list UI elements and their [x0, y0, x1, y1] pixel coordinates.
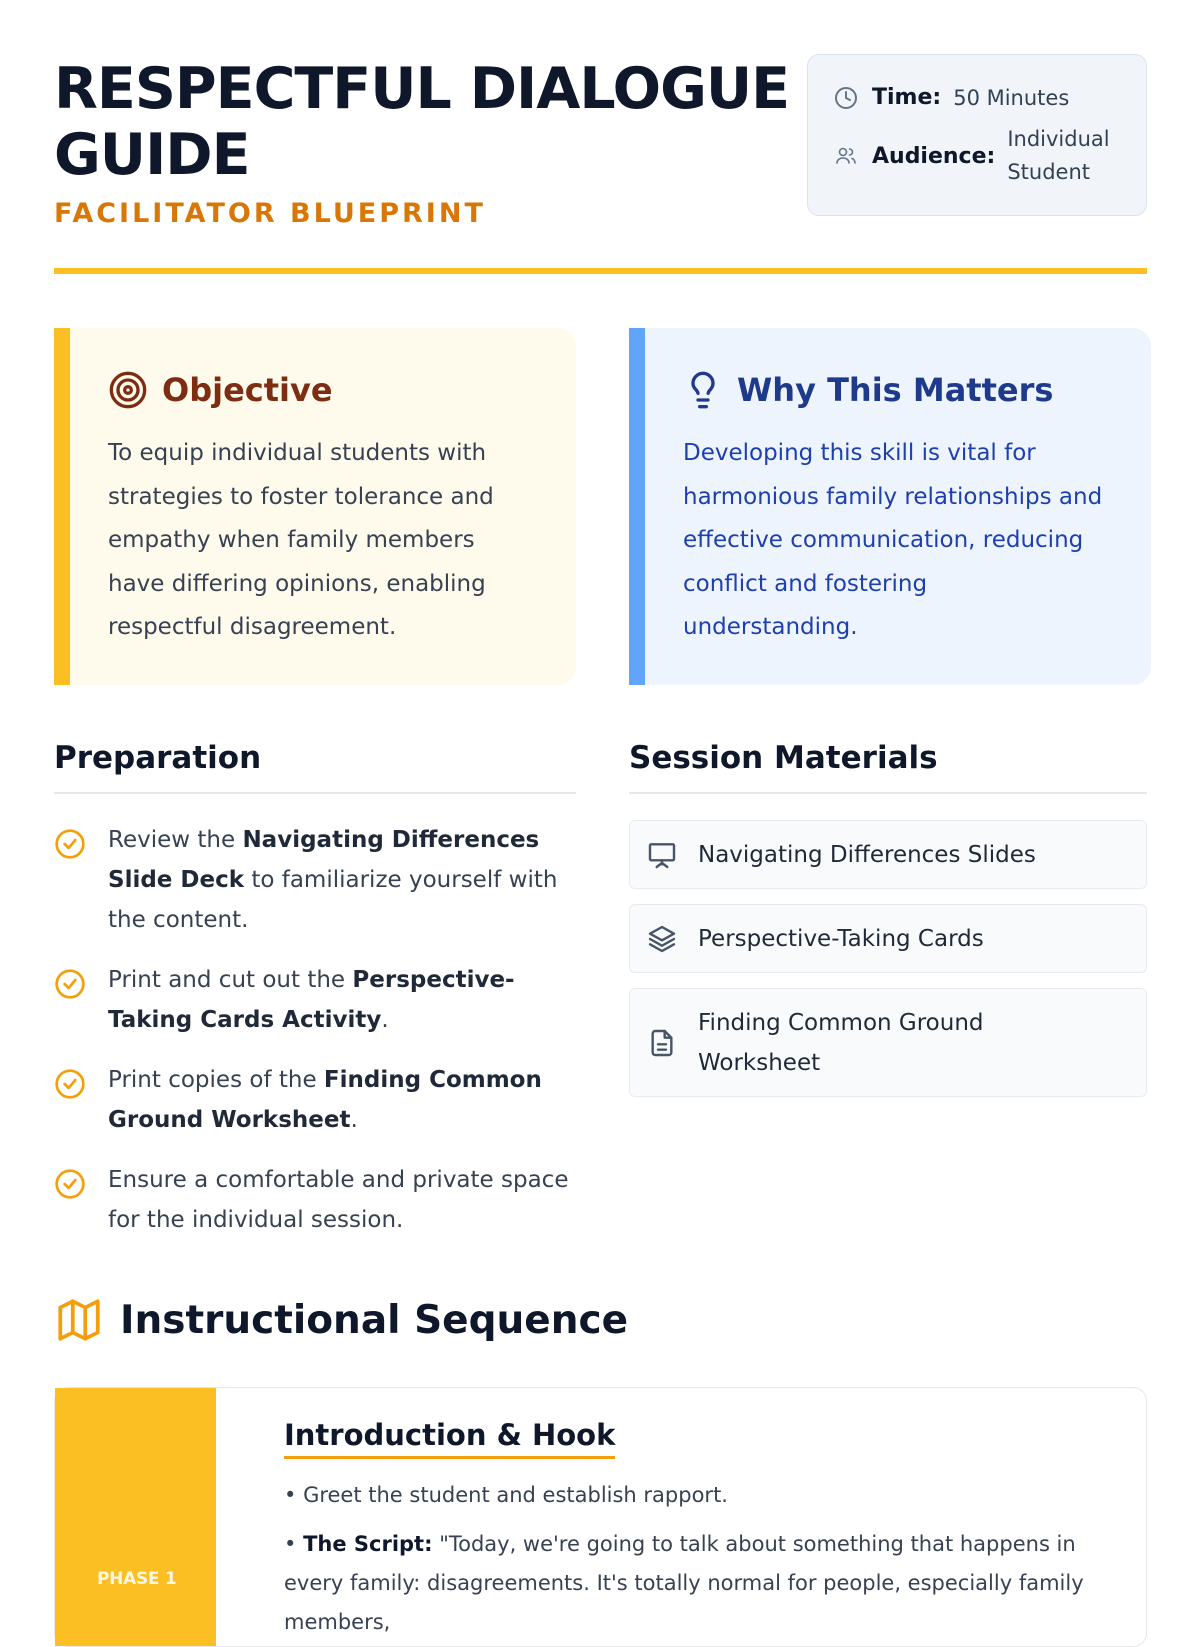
why-title: Why This Matters — [737, 371, 1054, 409]
prep-text: Print copies of the — [108, 1067, 324, 1093]
page-title: RESPECTFUL DIALOGUE GUIDE — [54, 56, 790, 188]
time-value: 50 Minutes — [953, 85, 1070, 110]
time-label: Time: — [872, 85, 942, 110]
material-label: Navigating Differences Slides — [698, 841, 1036, 868]
why-header — [683, 370, 1053, 410]
list-item — [54, 1060, 576, 1140]
clock-icon — [834, 86, 858, 110]
target-icon — [108, 370, 148, 410]
list-item — [54, 820, 576, 940]
session-info-box — [807, 54, 1147, 216]
objective-header — [108, 370, 333, 410]
material-item-slides[interactable] — [629, 820, 1147, 889]
prep-text: Review the — [108, 827, 243, 853]
phase-sidebar — [55, 1388, 216, 1646]
objective-title: Objective — [162, 371, 333, 409]
preparation-rule — [54, 792, 576, 794]
prep-bold: Finding Common Ground Worksheet — [108, 1067, 542, 1133]
lightbulb-icon — [683, 370, 723, 410]
why-text: Developing this skill is vital for harmonious family relationships and effective communication, reducing conflict and fostering understanding. — [683, 440, 1103, 640]
phase-number: PHASE 1 — [97, 1569, 177, 1589]
audience-value: Individual Student — [1007, 127, 1110, 184]
why-matters-card — [629, 328, 1151, 685]
prep-text: to familiarize yourself with the content. — [108, 867, 558, 933]
page — [54, 0, 1147, 1634]
materials-heading: Session Materials — [629, 740, 938, 776]
objective-text: To equip individual students with strategies to foster tolerance and empathy when family members have differing opinions, enabling respectful disagreement. — [108, 440, 494, 640]
script-label: The Script: — [303, 1532, 433, 1556]
check-circle-icon — [54, 1068, 86, 1100]
check-circle-icon — [54, 828, 86, 860]
material-item-worksheet[interactable] — [629, 988, 1147, 1097]
presentation-icon — [646, 839, 678, 871]
phase-bullet-text: Greet the student and establish rapport. — [303, 1483, 728, 1507]
check-circle-icon — [54, 1168, 86, 1200]
time-row — [834, 85, 1069, 110]
audience-label: Audience: — [872, 143, 996, 169]
prep-text: . — [381, 1007, 389, 1033]
material-label: Finding Common Ground Worksheet — [698, 1009, 984, 1076]
header — [54, 52, 1147, 270]
layers-icon — [646, 923, 678, 955]
phase-bullet-text: "Today, we're going to talk about something that happens in every family: disagreements. It's totally normal for people, especially family members, — [284, 1532, 1084, 1634]
page-subtitle: FACILITATOR BLUEPRINT — [54, 198, 486, 229]
check-circle-icon — [54, 968, 86, 1000]
phase-title: Introduction & Hook — [284, 1418, 615, 1459]
document-icon — [646, 1027, 678, 1059]
sequence-title: Instructional Sequence — [120, 1297, 629, 1343]
prep-text: . — [350, 1107, 358, 1133]
preparation-list — [54, 820, 576, 1260]
prep-bold: Navigating Differences Slide Deck — [108, 827, 540, 893]
users-icon — [834, 144, 858, 168]
objective-card — [54, 328, 576, 685]
phase-bullet: • The Script: "Today, we're going to talk about something that happens in every family: disagreements. It's totally normal for people, especially family members, — [284, 1532, 1084, 1634]
objective-accent-bar — [54, 328, 70, 685]
list-item — [54, 960, 576, 1040]
header-divider — [54, 268, 1147, 274]
map-icon — [54, 1295, 104, 1345]
phase-card — [54, 1387, 1147, 1647]
sequence-header — [54, 1295, 628, 1345]
materials-rule — [629, 792, 1147, 794]
why-accent-bar — [629, 328, 645, 685]
preparation-heading: Preparation — [54, 740, 262, 776]
phase-bullet: • Greet the student and establish rapport. — [284, 1483, 728, 1507]
prep-text: Ensure a comfortable and private space for the individual session. — [108, 1167, 569, 1233]
list-item — [54, 1160, 576, 1240]
material-label: Perspective-Taking Cards — [698, 925, 984, 952]
audience-row — [834, 123, 1127, 189]
material-item-cards[interactable] — [629, 904, 1147, 973]
prep-bold: Perspective-Taking Cards Activity — [108, 967, 515, 1033]
prep-text: Print and cut out the — [108, 967, 353, 993]
